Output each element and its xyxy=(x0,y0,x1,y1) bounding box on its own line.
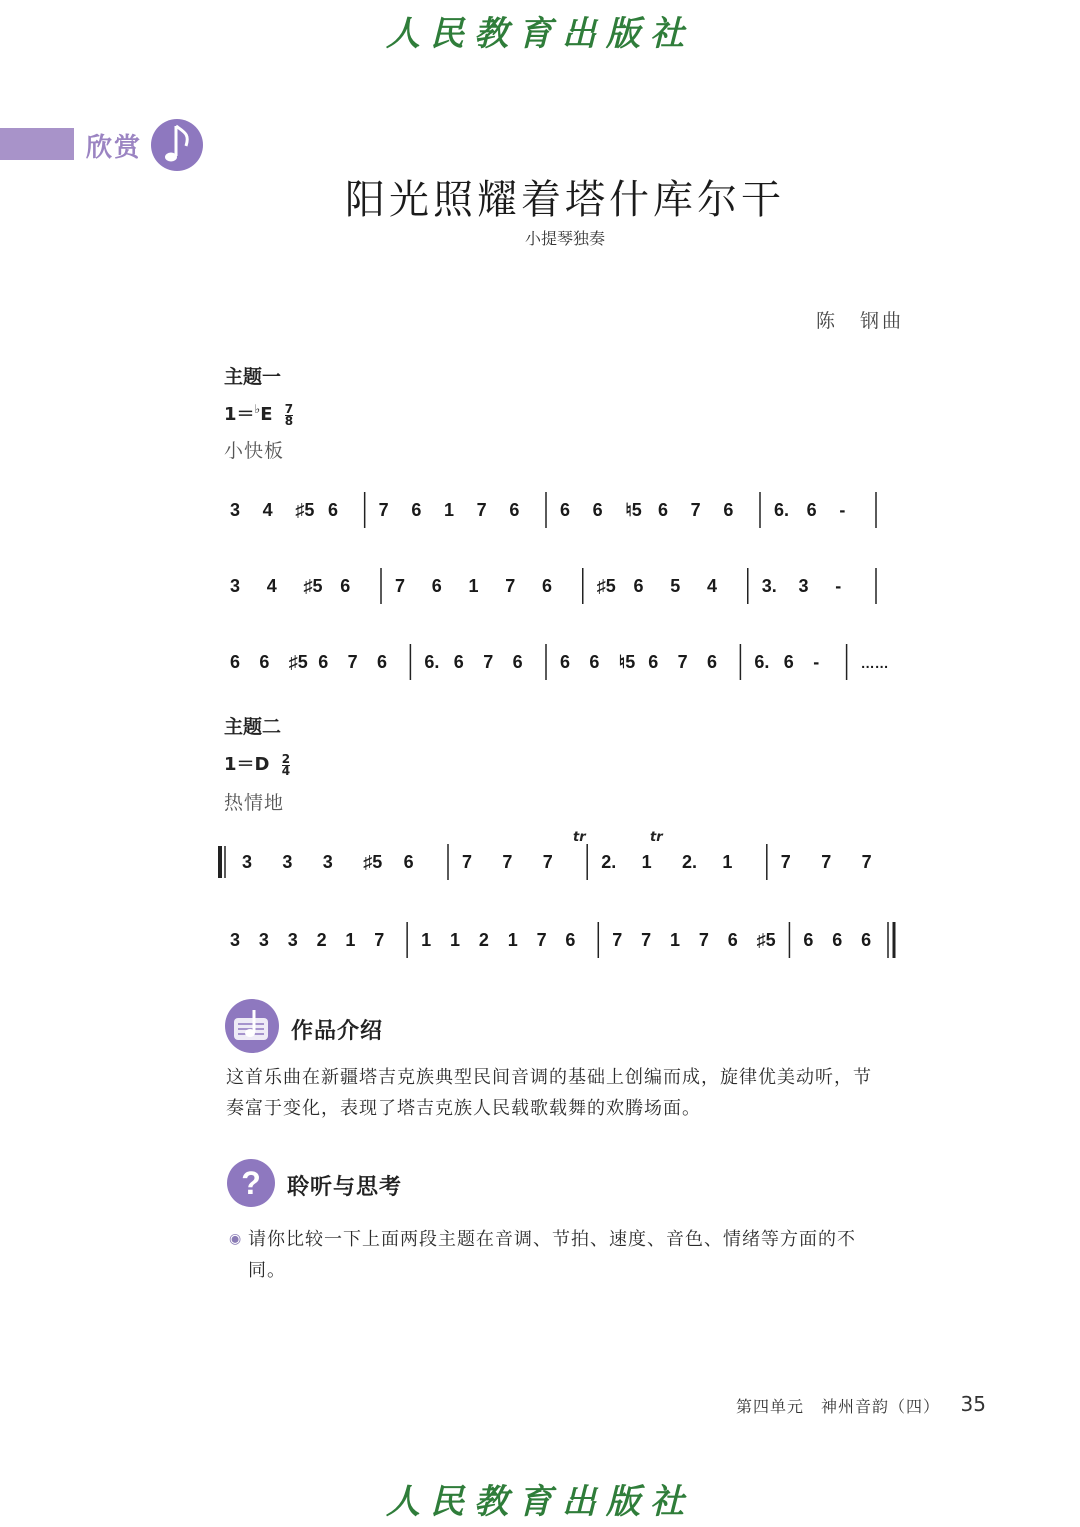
note: ♯5 xyxy=(288,652,308,672)
note: 6 xyxy=(453,652,464,672)
note: 6 xyxy=(431,576,442,596)
question-mark-icon xyxy=(226,1158,276,1208)
page-subtitle: 小提琴独奏 xyxy=(524,229,605,248)
note: 5 xyxy=(670,576,681,596)
note: 6 xyxy=(340,576,351,596)
note: 1 xyxy=(722,852,733,872)
dash-note: - xyxy=(835,576,842,596)
theme1-score-row-2 xyxy=(218,552,918,622)
svg-text:?: ? xyxy=(241,1165,261,1201)
note: 7 xyxy=(395,576,406,596)
note: 6 xyxy=(727,930,738,950)
theme2-key-note: D xyxy=(254,754,270,775)
note: 6 xyxy=(806,500,817,520)
theme1-key-note: E xyxy=(260,404,273,425)
note: …… xyxy=(860,655,889,671)
theme2-key-prefix: 1＝ xyxy=(224,754,255,775)
question-bullet: ◉ xyxy=(229,1231,242,1247)
theme1-time-signature xyxy=(284,401,294,428)
note: 6 xyxy=(832,930,843,950)
note: 3. xyxy=(761,576,777,596)
note: ♯5 xyxy=(596,576,616,596)
section-tab-label: 欣赏 xyxy=(86,133,143,163)
note: 7 xyxy=(476,500,487,520)
note: 6 xyxy=(318,652,329,672)
composer-credit: 陈 钢曲 xyxy=(815,310,904,332)
scroll-note-icon xyxy=(224,998,280,1054)
footer-unit: 第四单元 神州音韵（四） xyxy=(735,1397,940,1416)
note: 7 xyxy=(536,930,547,950)
note: 6 xyxy=(328,500,339,520)
note: 7 xyxy=(462,852,473,872)
note: 7 xyxy=(542,852,553,872)
note: ♯5 xyxy=(303,576,323,596)
note: 6 xyxy=(565,930,576,950)
note: 6. xyxy=(774,500,790,520)
note: 2 xyxy=(478,930,489,950)
note: 1 xyxy=(670,930,681,950)
note: 1 xyxy=(450,930,461,950)
dash-note: - xyxy=(839,500,846,520)
note: 1 xyxy=(468,576,479,596)
theme2-time-num: 2 xyxy=(281,751,291,766)
note: 7 xyxy=(780,852,791,872)
note: 6 xyxy=(509,500,520,520)
note: 7 xyxy=(698,930,709,950)
note: 6 xyxy=(560,652,571,672)
note: 6 xyxy=(592,500,603,520)
theme2-label: 主题二 xyxy=(224,716,282,738)
note: ♯5 xyxy=(756,930,776,950)
note: 6 xyxy=(633,576,644,596)
note: 7 xyxy=(502,852,513,872)
listen-question: 请你比较一下上面两段主题在音调、节拍、速度、音色、情绪等方面的不同。 xyxy=(248,1229,856,1281)
dash-note: - xyxy=(813,652,820,672)
note: 6 xyxy=(230,652,241,672)
section-tab-bar xyxy=(0,128,74,160)
note: 6 xyxy=(542,576,553,596)
note: 3 xyxy=(322,852,333,872)
note: 4 xyxy=(266,576,277,596)
note: ♯5 xyxy=(295,500,315,520)
note: 6. xyxy=(754,652,770,672)
theme2-score-row-2 xyxy=(218,906,918,976)
publisher-footer: 人民教育出版社 xyxy=(386,1482,694,1522)
note: 7 xyxy=(821,852,832,872)
page-number: 35 xyxy=(960,1392,986,1416)
note: ♯5 xyxy=(363,852,383,872)
note: 3 xyxy=(798,576,809,596)
note: 3 xyxy=(287,930,298,950)
note: 7 xyxy=(378,500,389,520)
intro-text: 这首乐曲在新疆塔吉克族典型民间音调的基础上创编而成，旋律优美动听，节奏富于变化，表现了塔吉克族人民载歌载舞的欢腾场面。 xyxy=(226,1067,872,1119)
theme1-time-den: 8 xyxy=(284,413,294,428)
note: 6 xyxy=(783,652,794,672)
note: 6 xyxy=(723,500,734,520)
note: 3 xyxy=(282,852,293,872)
page-title: 阳光照耀着塔什库尔干 xyxy=(345,177,785,223)
note: 6 xyxy=(648,652,659,672)
note: 2. xyxy=(682,852,698,872)
note: 1 xyxy=(507,930,518,950)
note: 2 xyxy=(316,930,327,950)
theme1-key-signature xyxy=(224,400,293,427)
note: 6 xyxy=(658,500,669,520)
note: 6 xyxy=(259,652,270,672)
note: 7 xyxy=(861,852,872,872)
note: 7 xyxy=(612,930,623,950)
trill-mark: tr xyxy=(650,830,663,845)
note: 6. xyxy=(424,652,440,672)
theme1-label: 主题一 xyxy=(224,366,282,388)
note: 3 xyxy=(230,576,241,596)
note: 1 xyxy=(345,930,356,950)
theme1-key-prefix: 1＝ xyxy=(224,404,255,425)
note: 6 xyxy=(589,652,600,672)
note: 1 xyxy=(444,500,455,520)
note: 7 xyxy=(374,930,385,950)
note: 6 xyxy=(861,930,872,950)
note: 6 xyxy=(512,652,523,672)
listen-heading: 聆听与思考 xyxy=(287,1175,403,1200)
note: 7 xyxy=(483,652,494,672)
theme2-key-signature xyxy=(224,750,290,777)
theme1-score-row-1 xyxy=(218,476,918,546)
note: 6 xyxy=(803,930,814,950)
note: 3 xyxy=(230,500,241,520)
note: 3 xyxy=(258,930,269,950)
music-note-icon xyxy=(150,118,204,172)
theme2-score-row-1 xyxy=(218,828,918,898)
note: ♮5 xyxy=(625,500,642,520)
note: 1 xyxy=(641,852,652,872)
note: ♮5 xyxy=(618,652,636,672)
trill-mark: tr xyxy=(573,830,586,845)
note: 7 xyxy=(677,652,688,672)
note: 3 xyxy=(230,930,241,950)
theme2-time-den: 4 xyxy=(281,763,291,778)
theme1-key-flat: ♭ xyxy=(254,402,261,416)
note: 6 xyxy=(403,852,414,872)
theme1-tempo: 小快板 xyxy=(224,440,285,462)
intro-heading: 作品介绍 xyxy=(291,1019,384,1044)
note: 6 xyxy=(707,652,718,672)
note: 3 xyxy=(242,852,253,872)
theme1-score-row-3 xyxy=(218,628,918,698)
note: 4 xyxy=(707,576,718,596)
note: 6 xyxy=(560,500,571,520)
note: 2. xyxy=(601,852,617,872)
note: 4 xyxy=(262,500,273,520)
note: 6 xyxy=(411,500,422,520)
theme1-time-num: 7 xyxy=(284,401,294,416)
note: 1 xyxy=(421,930,432,950)
note: 6 xyxy=(377,652,388,672)
theme2-time-signature xyxy=(281,751,291,778)
note: 7 xyxy=(641,930,652,950)
note: 7 xyxy=(505,576,516,596)
note: 7 xyxy=(690,500,701,520)
publisher-header: 人民教育出版社 xyxy=(386,14,694,54)
theme2-tempo: 热情地 xyxy=(224,792,285,814)
note: 7 xyxy=(347,652,358,672)
